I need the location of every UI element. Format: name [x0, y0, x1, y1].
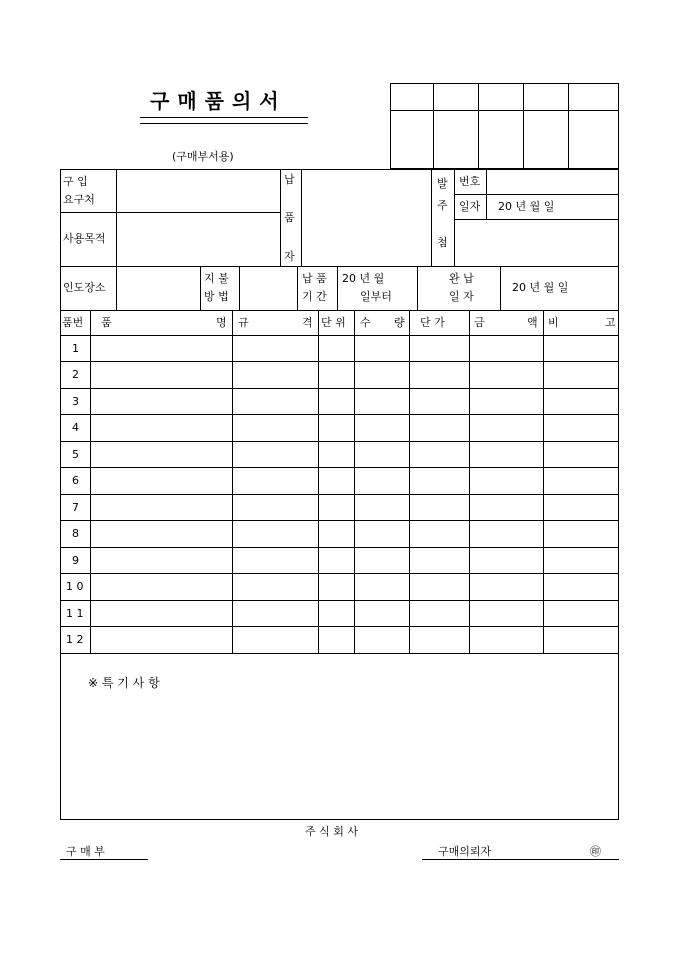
seal-mark: ㊞	[590, 845, 601, 858]
requester-underline	[422, 859, 619, 860]
payment-method-label-1: 지 불	[204, 272, 229, 285]
row-number: 6	[72, 474, 79, 487]
completion-date-value: 20 년 월 일	[512, 281, 569, 294]
row-number: 2	[72, 368, 79, 381]
completion-date-label-1: 완 납	[449, 272, 474, 285]
col-spec-1: 규	[238, 316, 249, 329]
row-number: 4	[72, 421, 79, 434]
order-label-1: 발	[437, 177, 448, 190]
delivery-period-value-2: 일부터	[360, 290, 392, 303]
payment-method-label-2: 방 법	[204, 290, 229, 303]
col-note-1: 비	[548, 316, 559, 329]
purchase-request-label-1: 구 입	[63, 175, 88, 188]
col-price: 단 가	[420, 316, 445, 329]
delivery-period-value-1: 20 년 월	[342, 272, 385, 285]
order-number-label: 번호	[459, 175, 481, 188]
row-number: 7	[72, 501, 79, 514]
purpose-label: 사용목적	[63, 232, 106, 245]
supplier-label-1: 납	[284, 173, 295, 186]
row-number: 5	[72, 448, 79, 461]
subtitle: (구매부서용)	[172, 150, 234, 163]
col-name-1: 품	[101, 316, 112, 329]
row-number: 1 0	[66, 580, 84, 593]
attachment-label: 첨	[437, 236, 448, 249]
dept-underline	[60, 859, 148, 860]
order-label-2: 주	[437, 199, 448, 212]
delivery-period-label-2: 기 간	[302, 290, 327, 303]
supplier-label-2: 품	[284, 211, 295, 224]
col-item-no: 품번	[62, 316, 84, 329]
purchase-dept-label: 구 매 부	[66, 845, 105, 858]
order-date-value: 20 년 월 일	[498, 200, 555, 213]
approval-box	[390, 83, 619, 169]
col-spec-2: 격	[302, 316, 313, 329]
col-qty-2: 량	[394, 316, 405, 329]
company-label: 주 식 회 사	[305, 825, 358, 838]
col-amount-2: 액	[527, 316, 538, 329]
col-amount-1: 금	[474, 316, 485, 329]
delivery-place-label: 인도장소	[63, 281, 106, 294]
completion-date-label-2: 일 자	[449, 290, 474, 303]
col-unit: 단 위	[321, 316, 346, 329]
remarks-label: ※ 특 기 사 항	[88, 676, 160, 690]
delivery-period-label-1: 납 품	[302, 272, 327, 285]
row-number: 1	[72, 342, 79, 355]
title-underline	[140, 117, 308, 124]
row-number: 1 1	[66, 607, 84, 620]
order-date-label: 일자	[459, 200, 481, 213]
purchase-request-label-2: 요구처	[63, 193, 95, 206]
document-title: 구매품의서	[150, 89, 287, 113]
requester-label: 구매의뢰자	[438, 845, 492, 858]
col-name-2: 명	[216, 316, 227, 329]
col-note-2: 고	[605, 316, 616, 329]
col-qty-1: 수	[360, 316, 371, 329]
row-number: 3	[72, 395, 79, 408]
supplier-label-3: 자	[284, 250, 295, 263]
row-number: 9	[72, 554, 79, 567]
row-number: 1 2	[66, 633, 84, 646]
row-number: 8	[72, 527, 79, 540]
